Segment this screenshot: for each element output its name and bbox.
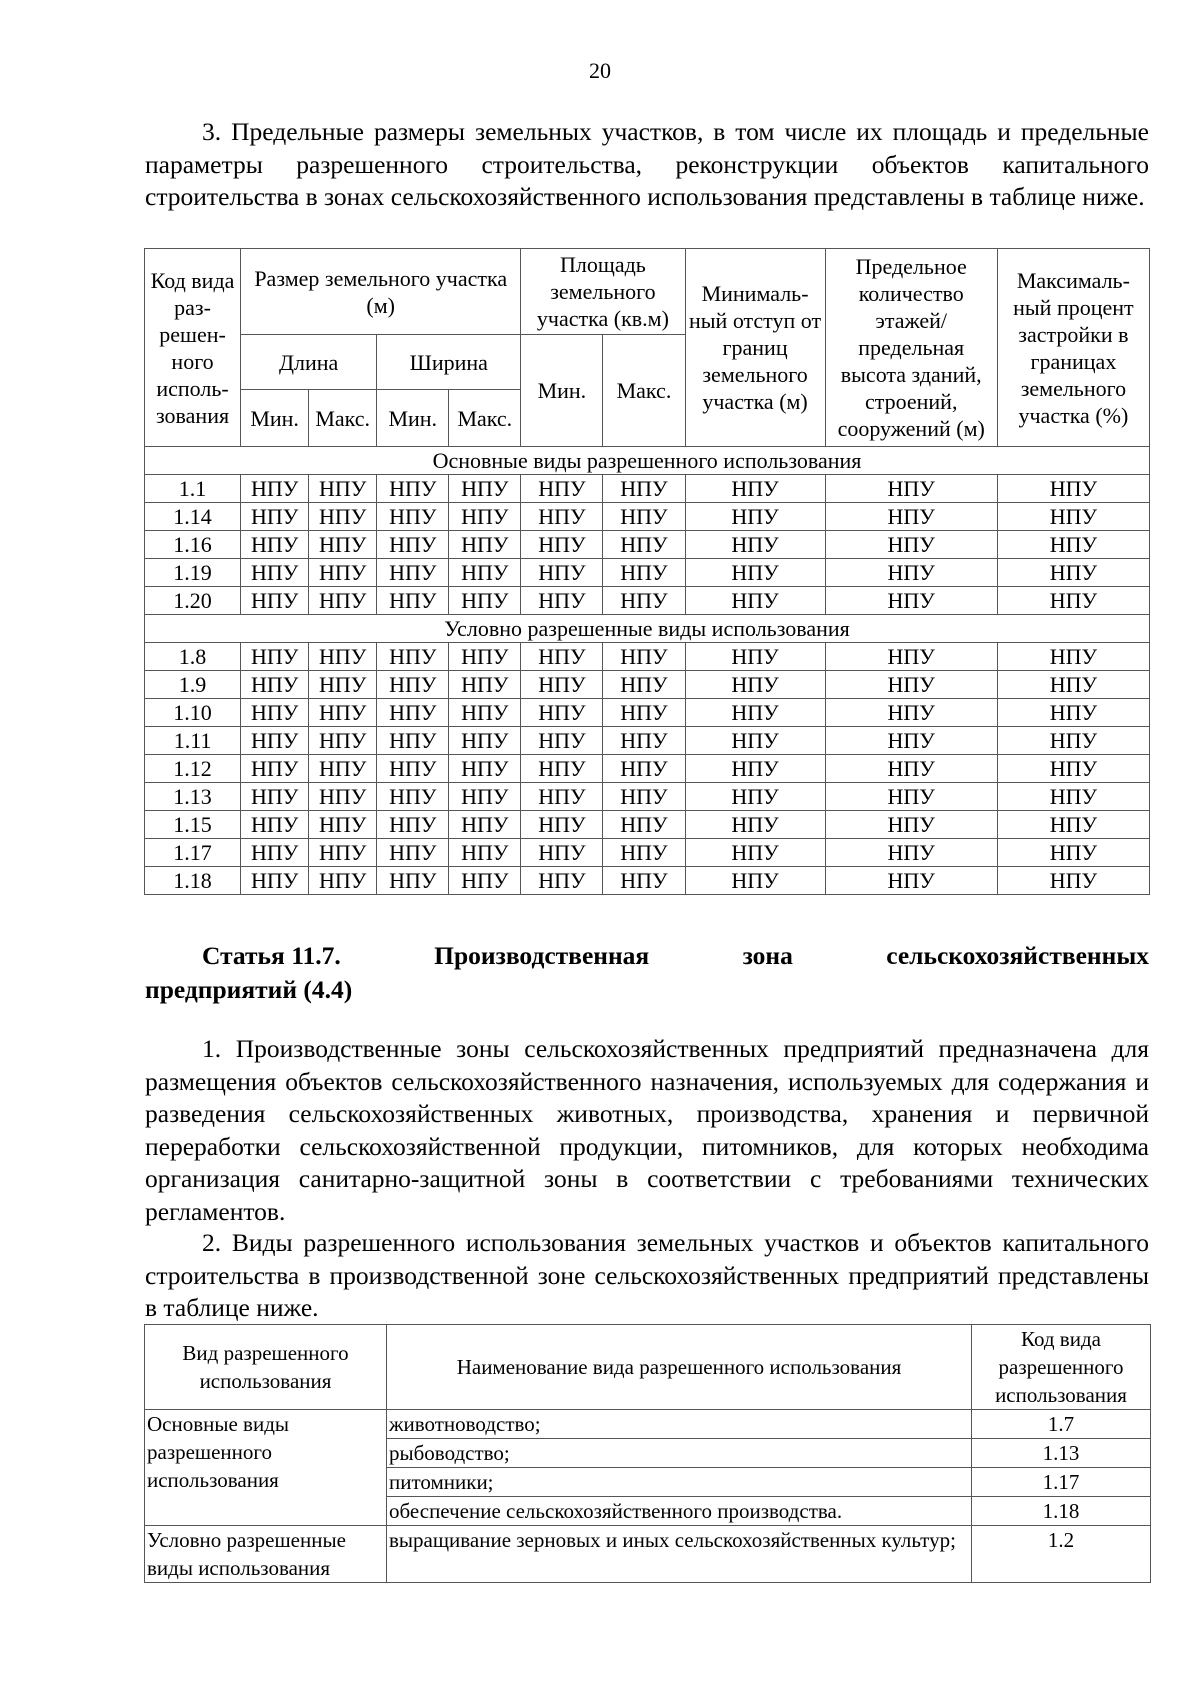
row-value: НПУ <box>685 811 825 839</box>
header-length-min: Мин. <box>241 390 309 447</box>
row-value: НПУ <box>309 643 377 671</box>
row-value: НПУ <box>309 699 377 727</box>
table-row <box>145 727 1150 755</box>
row-code: 1.12 <box>145 755 241 783</box>
row-value: НПУ <box>449 643 521 671</box>
use-group: Основные виды разрешенного использования <box>145 1410 387 1526</box>
table-row <box>145 587 1150 615</box>
row-value: НПУ <box>377 811 449 839</box>
row-value: НПУ <box>241 811 309 839</box>
row-code: 1.13 <box>145 783 241 811</box>
row-value: НПУ <box>521 587 603 615</box>
row-value: НПУ <box>997 531 1149 559</box>
page-number: 20 <box>589 58 611 83</box>
row-value: НПУ <box>997 643 1149 671</box>
row-value: НПУ <box>377 643 449 671</box>
section-main: Основные виды разрешенного использования <box>145 447 1150 475</box>
header-use-code: Код вида разрешенного использования <box>972 1325 1151 1410</box>
row-value: НПУ <box>521 755 603 783</box>
row-value: НПУ <box>309 867 377 895</box>
table-row <box>145 671 1150 699</box>
row-value: НПУ <box>997 783 1149 811</box>
row-value: НПУ <box>377 531 449 559</box>
row-value: НПУ <box>241 531 309 559</box>
row-code: 1.11 <box>145 727 241 755</box>
table-row <box>145 1410 1151 1439</box>
row-value: НПУ <box>241 643 309 671</box>
permitted-uses-table <box>144 1324 1151 1583</box>
row-value: НПУ <box>603 811 685 839</box>
row-value: НПУ <box>449 671 521 699</box>
row-code: 1.20 <box>145 587 241 615</box>
row-value: НПУ <box>449 811 521 839</box>
row-value: НПУ <box>377 755 449 783</box>
row-value: НПУ <box>825 783 997 811</box>
row-value: НПУ <box>825 867 997 895</box>
row-code: 1.17 <box>145 839 241 867</box>
row-value: НПУ <box>997 755 1149 783</box>
use-code: 1.13 <box>972 1439 1151 1468</box>
table-row <box>145 783 1150 811</box>
section-conditional: Условно разрешенные виды использования <box>145 615 1150 643</box>
row-code: 1.19 <box>145 559 241 587</box>
row-value: НПУ <box>603 531 685 559</box>
row-value: НПУ <box>241 559 309 587</box>
use-code: 1.2 <box>972 1526 1151 1583</box>
table-row <box>145 699 1150 727</box>
row-value: НПУ <box>377 671 449 699</box>
row-value: НПУ <box>825 839 997 867</box>
row-value: НПУ <box>685 503 825 531</box>
row-value: НПУ <box>603 503 685 531</box>
header-use-type: Вид разрешенного использования <box>145 1325 387 1410</box>
table-row <box>145 811 1150 839</box>
row-value: НПУ <box>685 475 825 503</box>
row-value: НПУ <box>241 587 309 615</box>
row-value: НПУ <box>603 643 685 671</box>
row-value: НПУ <box>685 671 825 699</box>
row-value: НПУ <box>685 587 825 615</box>
row-value: НПУ <box>521 783 603 811</box>
article-heading <box>145 939 1149 1007</box>
header-width-max: Макс. <box>449 390 521 447</box>
row-value: НПУ <box>377 783 449 811</box>
row-value: НПУ <box>997 867 1149 895</box>
use-code: 1.18 <box>972 1497 1151 1526</box>
article-heading-line2: предприятий (4.4) <box>145 975 353 1004</box>
row-value: НПУ <box>521 811 603 839</box>
row-value: НПУ <box>241 839 309 867</box>
table-row <box>145 1526 1151 1583</box>
row-value: НПУ <box>449 531 521 559</box>
row-value: НПУ <box>521 867 603 895</box>
row-value: НПУ <box>603 839 685 867</box>
use-name: питомники; <box>387 1468 972 1497</box>
row-value: НПУ <box>309 559 377 587</box>
use-group: Условно разрешенные виды использования <box>145 1526 387 1583</box>
row-value: НПУ <box>309 587 377 615</box>
header-area: Площадь земельного участка (кв.м) <box>521 249 685 335</box>
row-value: НПУ <box>241 783 309 811</box>
row-value: НПУ <box>825 727 997 755</box>
header-coverage: Максималь-ный процент застройки в границах земельного участка (%) <box>997 249 1149 447</box>
row-code: 1.15 <box>145 811 241 839</box>
row-value: НПУ <box>377 475 449 503</box>
row-value: НПУ <box>603 783 685 811</box>
row-value: НПУ <box>825 643 997 671</box>
row-value: НПУ <box>685 559 825 587</box>
row-value: НПУ <box>449 839 521 867</box>
row-value: НПУ <box>449 867 521 895</box>
row-code: 1.16 <box>145 531 241 559</box>
row-value: НПУ <box>377 699 449 727</box>
header-setback: Минималь-ный отступ от границ земельного участка (м) <box>685 249 825 447</box>
row-value: НПУ <box>521 643 603 671</box>
row-value: НПУ <box>825 755 997 783</box>
row-value: НПУ <box>309 839 377 867</box>
header-width: Ширина <box>377 335 521 390</box>
row-value: НПУ <box>521 503 603 531</box>
row-value: НПУ <box>997 839 1149 867</box>
row-code: 1.8 <box>145 643 241 671</box>
header-code: Код вида раз-решен-ного исполь-зования <box>145 249 241 447</box>
row-value: НПУ <box>449 783 521 811</box>
row-value: НПУ <box>685 783 825 811</box>
header-use-name: Наименование вида разрешенного использования <box>387 1325 972 1410</box>
row-value: НПУ <box>603 727 685 755</box>
row-value: НПУ <box>449 755 521 783</box>
header-floors: Предельное количество этажей/ предельная высота зданий, строений, сооружений (м) <box>825 249 997 447</box>
row-value: НПУ <box>241 699 309 727</box>
row-value: НПУ <box>449 727 521 755</box>
row-value: НПУ <box>521 559 603 587</box>
row-value: НПУ <box>377 839 449 867</box>
row-value: НПУ <box>685 727 825 755</box>
row-code: 1.9 <box>145 671 241 699</box>
row-value: НПУ <box>309 503 377 531</box>
row-value: НПУ <box>309 671 377 699</box>
use-name: обеспечение сельскохозяйственного производства. <box>387 1497 972 1526</box>
table-row <box>145 867 1150 895</box>
row-value: НПУ <box>685 699 825 727</box>
paragraph-uses-intro: 2. Виды разрешенного использования земельных участков и объектов капитального строительства в производственной зоне сельскохозяйственных предприятий представлены в таблице ниже. <box>145 1228 1149 1322</box>
table-row <box>145 531 1150 559</box>
row-value: НПУ <box>449 699 521 727</box>
row-value: НПУ <box>449 475 521 503</box>
row-value: НПУ <box>521 839 603 867</box>
row-value: НПУ <box>309 783 377 811</box>
table-row <box>145 755 1150 783</box>
row-value: НПУ <box>309 755 377 783</box>
row-value: НПУ <box>825 531 997 559</box>
row-code: 1.1 <box>145 475 241 503</box>
row-value: НПУ <box>309 727 377 755</box>
article-word-production: Производственная <box>434 941 650 970</box>
row-value: НПУ <box>521 531 603 559</box>
header-area-min: Мин. <box>521 335 603 447</box>
row-value: НПУ <box>521 699 603 727</box>
row-value: НПУ <box>825 503 997 531</box>
row-value: НПУ <box>241 503 309 531</box>
use-name: рыбоводство; <box>387 1439 972 1468</box>
row-value: НПУ <box>449 587 521 615</box>
row-value: НПУ <box>685 531 825 559</box>
use-name: выращивание зерновых и иных сельскохозяйственных культур; <box>387 1526 972 1583</box>
table-row <box>145 559 1150 587</box>
row-value: НПУ <box>997 699 1149 727</box>
row-value: НПУ <box>309 475 377 503</box>
row-value: НПУ <box>685 867 825 895</box>
row-value: НПУ <box>603 671 685 699</box>
row-value: НПУ <box>521 671 603 699</box>
table-row <box>145 503 1150 531</box>
row-value: НПУ <box>603 755 685 783</box>
row-value: НПУ <box>449 503 521 531</box>
row-code: 1.18 <box>145 867 241 895</box>
row-value: НПУ <box>241 867 309 895</box>
header-size: Размер земельного участка (м) <box>241 249 521 335</box>
row-value: НПУ <box>825 811 997 839</box>
row-value: НПУ <box>825 559 997 587</box>
header-area-max: Макс. <box>603 335 685 447</box>
article-word-zone: зона <box>742 941 793 970</box>
row-value: НПУ <box>521 475 603 503</box>
paragraph-zone-purpose: 1. Производственные зоны сельскохозяйственных предприятий предназначена для размещения объектов сельскохозяйственного назначения, используемых для содержания и разведения сельскохозяйственных животных, производства, хранения и первичной переработки сельскохозяйственной продукции, питомников, для которых необходима организация санитарно-защитной зоны в соответствии с требованиями технических регламентов. <box>145 1034 1149 1226</box>
row-value: НПУ <box>685 839 825 867</box>
row-value: НПУ <box>997 587 1149 615</box>
table-row <box>145 839 1150 867</box>
row-value: НПУ <box>377 587 449 615</box>
row-value: НПУ <box>685 643 825 671</box>
row-value: НПУ <box>377 867 449 895</box>
article-word-agricultural: сельскохозяйственных <box>886 941 1149 970</box>
row-value: НПУ <box>377 559 449 587</box>
row-value: НПУ <box>241 727 309 755</box>
row-value: НПУ <box>997 811 1149 839</box>
row-value: НПУ <box>997 727 1149 755</box>
row-code: 1.14 <box>145 503 241 531</box>
row-value: НПУ <box>603 475 685 503</box>
row-value: НПУ <box>309 531 377 559</box>
row-value: НПУ <box>685 755 825 783</box>
paragraph-limits-intro: 3. Предельные размеры земельных участков, в том числе их площадь и предельные параметры разрешенного строительства, реконструкции объектов капитального строительства в зонах сельскохозяйственного использования представлены в таблице ниже. <box>145 117 1149 211</box>
row-value: НПУ <box>825 587 997 615</box>
header-length: Длина <box>241 335 377 390</box>
row-value: НПУ <box>825 699 997 727</box>
use-code: 1.17 <box>972 1468 1151 1497</box>
header-width-min: Мин. <box>377 390 449 447</box>
row-code: 1.10 <box>145 699 241 727</box>
row-value: НПУ <box>603 699 685 727</box>
row-value: НПУ <box>825 671 997 699</box>
row-value: НПУ <box>603 867 685 895</box>
row-value: НПУ <box>309 811 377 839</box>
row-value: НПУ <box>997 503 1149 531</box>
table-row <box>145 643 1150 671</box>
use-code: 1.7 <box>972 1410 1151 1439</box>
row-value: НПУ <box>997 671 1149 699</box>
row-value: НПУ <box>377 727 449 755</box>
row-value: НПУ <box>377 503 449 531</box>
row-value: НПУ <box>449 559 521 587</box>
row-value: НПУ <box>603 587 685 615</box>
row-value: НПУ <box>521 727 603 755</box>
row-value: НПУ <box>241 755 309 783</box>
table-row <box>145 475 1150 503</box>
use-name: животноводство; <box>387 1410 972 1439</box>
row-value: НПУ <box>825 475 997 503</box>
row-value: НПУ <box>241 671 309 699</box>
limits-table <box>144 248 1150 895</box>
row-value: НПУ <box>997 559 1149 587</box>
article-number: Статья 11.7. <box>202 941 341 970</box>
row-value: НПУ <box>603 559 685 587</box>
row-value: НПУ <box>997 475 1149 503</box>
row-value: НПУ <box>241 475 309 503</box>
header-length-max: Макс. <box>309 390 377 447</box>
